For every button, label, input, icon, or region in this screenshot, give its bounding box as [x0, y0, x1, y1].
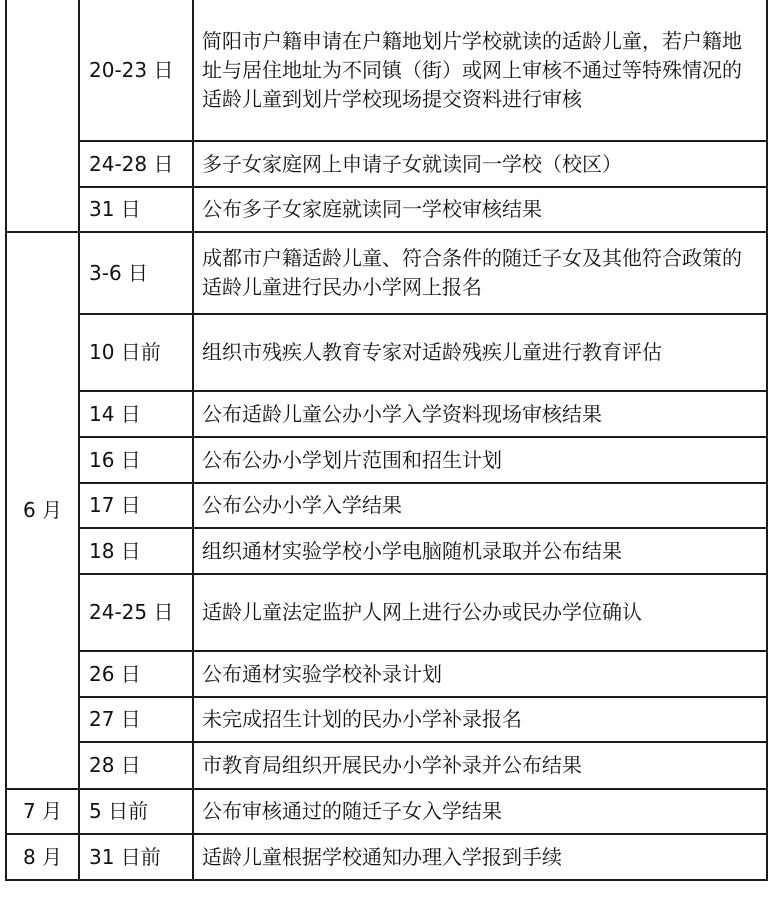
date-cell: 27 日 — [79, 697, 193, 742]
description-cell: 公布多子女家庭就读同一学校审核结果 — [193, 187, 767, 232]
description-cell: 适龄儿童根据学校通知办理入学报到手续 — [193, 834, 767, 880]
description-cell: 适龄儿童法定监护人网上进行公办或民办学位确认 — [193, 574, 767, 651]
description-cell: 公布公办小学入学结果 — [193, 483, 767, 528]
date-cell: 20-23 日 — [79, 0, 193, 141]
table-row — [6, 651, 767, 697]
date-cell: 24-28 日 — [79, 141, 193, 187]
table-row — [6, 528, 767, 574]
date-cell: 17 日 — [79, 483, 193, 528]
table-row — [6, 391, 767, 437]
date-cell: 26 日 — [79, 651, 193, 697]
table-row — [6, 789, 767, 834]
table-row — [6, 483, 767, 528]
table-row — [6, 437, 767, 483]
table-row — [6, 574, 767, 651]
description-cell: 成都市户籍适龄儿童、符合条件的随迁子女及其他符合政策的适龄儿童进行民办小学网上报名 — [193, 232, 767, 314]
month-cell: 8 月 — [6, 834, 79, 880]
table-row — [6, 141, 767, 187]
table-row — [6, 232, 767, 314]
date-cell: 28 日 — [79, 742, 193, 789]
description-cell: 多子女家庭网上申请子女就读同一学校（校区） — [193, 141, 767, 187]
enrollment-schedule-table — [5, 0, 768, 881]
table-row — [6, 742, 767, 789]
table-row — [6, 314, 767, 391]
date-cell: 31 日 — [79, 187, 193, 232]
description-cell: 组织市残疾人教育专家对适龄残疾儿童进行教育评估 — [193, 314, 767, 391]
description-cell: 公布适龄儿童公办小学入学资料现场审核结果 — [193, 391, 767, 437]
month-cell: 6 月 — [6, 232, 79, 789]
description-cell: 简阳市户籍申请在户籍地划片学校就读的适龄儿童，若户籍地址与居住地址为不同镇（街）或网上审核不通过等特殊情况的适龄儿童到划片学校现场提交资料进行审核 — [193, 0, 767, 141]
date-cell: 16 日 — [79, 437, 193, 483]
date-cell: 24-25 日 — [79, 574, 193, 651]
month-cell: 7 月 — [6, 789, 79, 834]
description-cell: 未完成招生计划的民办小学补录报名 — [193, 697, 767, 742]
table-row — [6, 187, 767, 232]
description-cell: 公布公办小学划片范围和招生计划 — [193, 437, 767, 483]
date-cell: 31 日前 — [79, 834, 193, 880]
description-cell: 组织通材实验学校小学电脑随机录取并公布结果 — [193, 528, 767, 574]
description-cell: 公布审核通过的随迁子女入学结果 — [193, 789, 767, 834]
date-cell: 18 日 — [79, 528, 193, 574]
table-row — [6, 834, 767, 880]
table-row — [6, 697, 767, 742]
month-cell — [6, 0, 79, 232]
date-cell: 5 日前 — [79, 789, 193, 834]
date-cell: 3-6 日 — [79, 232, 193, 314]
description-cell: 公布通材实验学校补录计划 — [193, 651, 767, 697]
table-row — [6, 0, 767, 141]
date-cell: 14 日 — [79, 391, 193, 437]
description-cell: 市教育局组织开展民办小学补录并公布结果 — [193, 742, 767, 789]
date-cell: 10 日前 — [79, 314, 193, 391]
